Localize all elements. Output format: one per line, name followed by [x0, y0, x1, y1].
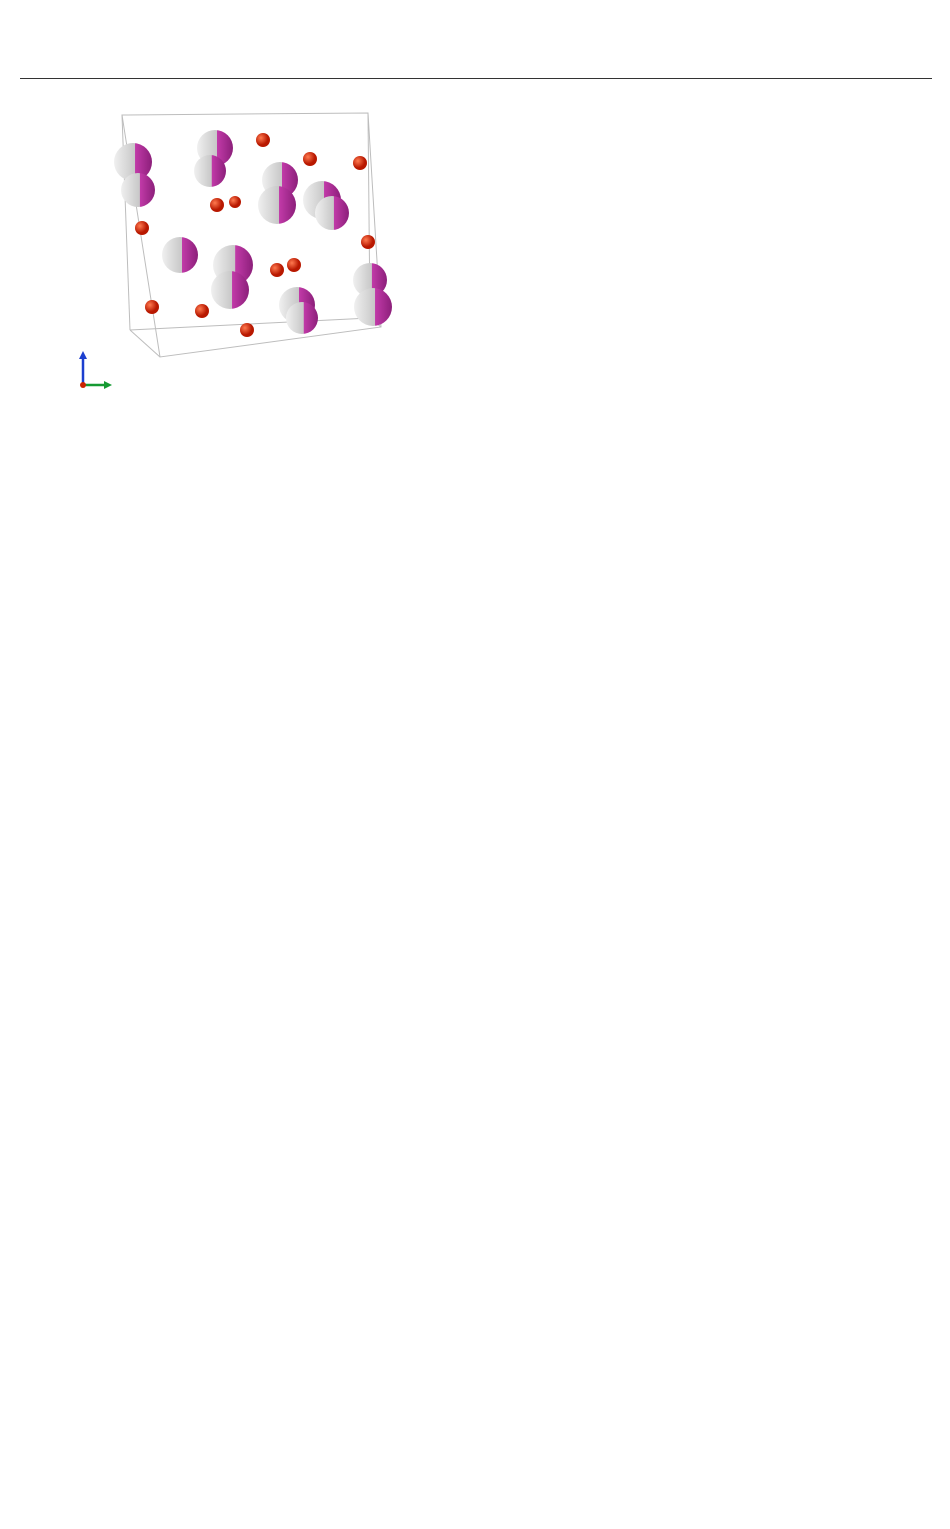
fig5-chart	[490, 804, 937, 1174]
axis-triad-icon	[79, 351, 112, 389]
fig4-chart	[492, 350, 937, 710]
crystal-model-figure	[70, 95, 410, 400]
fig3-chart	[18, 850, 458, 1220]
header-rule	[20, 78, 932, 79]
atom-group	[114, 130, 392, 337]
